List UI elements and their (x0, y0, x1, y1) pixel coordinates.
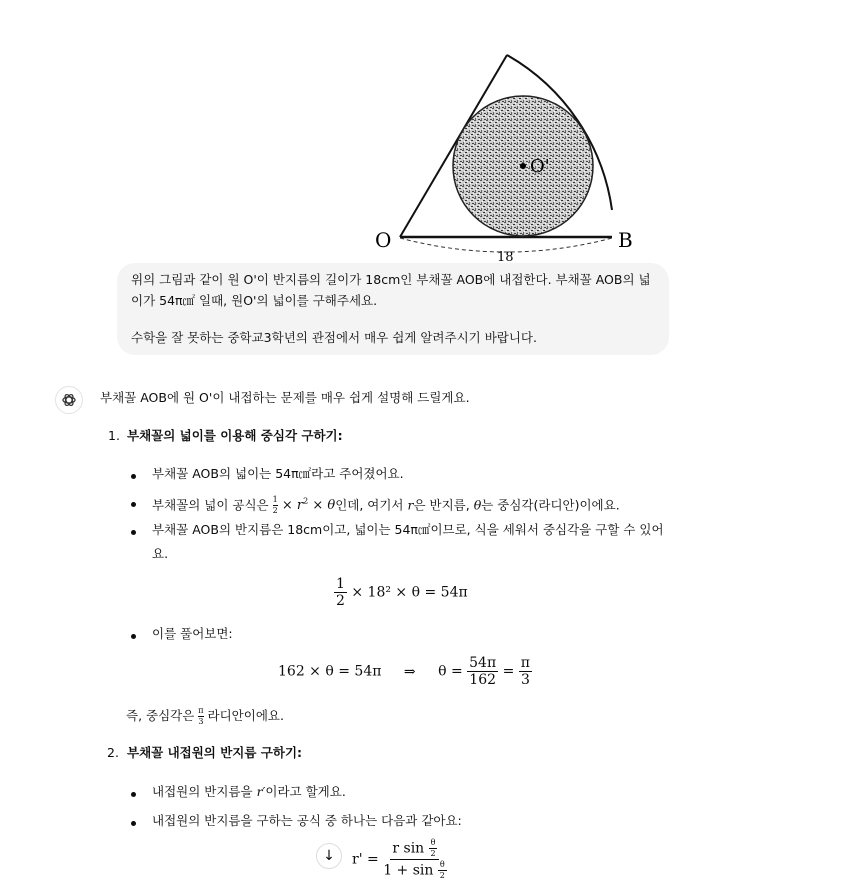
assistant-avatar (55, 386, 83, 414)
text: 는 중심각(라디안)이에요. (481, 497, 620, 513)
bullet (131, 474, 136, 479)
step2-number: 2. (107, 745, 119, 760)
step2-bullet1: 내접원의 반지름을 r′이라고 할게요. (152, 784, 346, 799)
text: 라디안이에요. (203, 708, 284, 723)
label-o: O (375, 228, 392, 252)
openai-logo-icon (61, 392, 77, 408)
equation-1: $\frac{1}{2}$ × 18² × θ = 54π (336, 576, 468, 609)
numerator: r sin (392, 840, 425, 857)
bullet (131, 792, 136, 797)
numerator: π (520, 655, 530, 671)
numerator: π (198, 706, 204, 715)
text: 이라고 할게요. (265, 784, 346, 799)
text: 부채꼴의 넓이 공식은 (152, 497, 273, 513)
implies-arrow: ⇒ (403, 663, 416, 680)
step1-bullet3: 부채꼴 AOB의 반지름은 18cm이고, 넓이는 54π㎠이므로, 식을 세워서 중심각을 구할 수 있어 (152, 522, 664, 537)
denominator: 3 (520, 672, 530, 688)
label-b: B (618, 228, 633, 252)
equation-text: θ = (438, 663, 463, 680)
bullet (131, 821, 136, 826)
denominator: 1 + sin (383, 862, 434, 879)
step1-bullet1: 부채꼴 AOB의 넓이는 54π㎠라고 주어졌어요. (152, 466, 404, 481)
sector-figure (360, 45, 650, 263)
label-radius: 18 (497, 250, 514, 263)
bullet (131, 502, 136, 507)
step1-number: 1. (108, 428, 120, 443)
sector-diagram (360, 45, 650, 263)
text: 인데, 여기서 (335, 497, 408, 513)
equation-text: × 18² × θ = 54π (351, 584, 468, 601)
equation-2 (278, 655, 532, 688)
step2-title: 부채꼴 내접원의 반지름 구하기: (127, 745, 303, 760)
step1-bullet2: 부채꼴의 넓이 공식은 $\frac{1}{2}$ × $r^2 \times \theta$인데, 여기서 r은 반지름, θ는 중심각(라디안)이에요. (152, 495, 620, 516)
step1-title: 부채꼴의 넓이를 이용해 중심각 구하기: (127, 428, 343, 443)
equation-text: r' = (352, 851, 379, 868)
step1-bullet4: 이를 풀어보면: (152, 626, 233, 641)
arrow-down-icon: ↓ (323, 848, 335, 864)
text: 즉, 중심각은 (126, 708, 199, 723)
user-message-line: 수학을 잘 못하는 중학교3학년의 관점에서 매우 쉽게 알려주시기 바랍니다. (131, 330, 537, 345)
equation-text: 162 × θ = 54π (278, 663, 382, 680)
step1-bullet3-cont: 요. (152, 546, 169, 561)
text: 은 반지름, (413, 497, 474, 513)
step2-bullet2: 내접원의 반지름을 구하는 공식 중 하나는 다음과 같아요: (152, 813, 462, 828)
user-message-line: 위의 그림과 같이 원 O'이 반지름의 길이가 18cm인 부채꼴 AOB에 내접한다. 부채꼴 AOB의 넓 (131, 272, 651, 287)
equation-text: = (502, 663, 515, 680)
half-fraction: $\frac{1}{2}$ (272, 495, 278, 516)
label-o-prime: O' (530, 156, 550, 177)
user-message-line: 이가 54π㎠ 일때, 원O'의 넓이를 구해주세요. (131, 293, 378, 308)
user-message-bubble (117, 263, 669, 355)
bullet (131, 530, 136, 535)
denominator: 162 (469, 672, 497, 688)
bullet (131, 634, 136, 639)
scroll-to-bottom-button[interactable] (316, 843, 342, 869)
text: 내접원의 반지름을 (152, 784, 257, 799)
denominator: 3 (198, 717, 204, 726)
incircle-formula: r' = r sin $\frac{\theta}{2}$ 1 + sin $\frac{\theta}{2}$ (352, 838, 445, 880)
step1-conclusion (126, 705, 284, 727)
assistant-intro: 부채꼴 AOB에 원 O'이 내접하는 문제를 매우 쉽게 설명해 드릴게요. (100, 390, 470, 405)
numerator: 54π (469, 655, 497, 671)
